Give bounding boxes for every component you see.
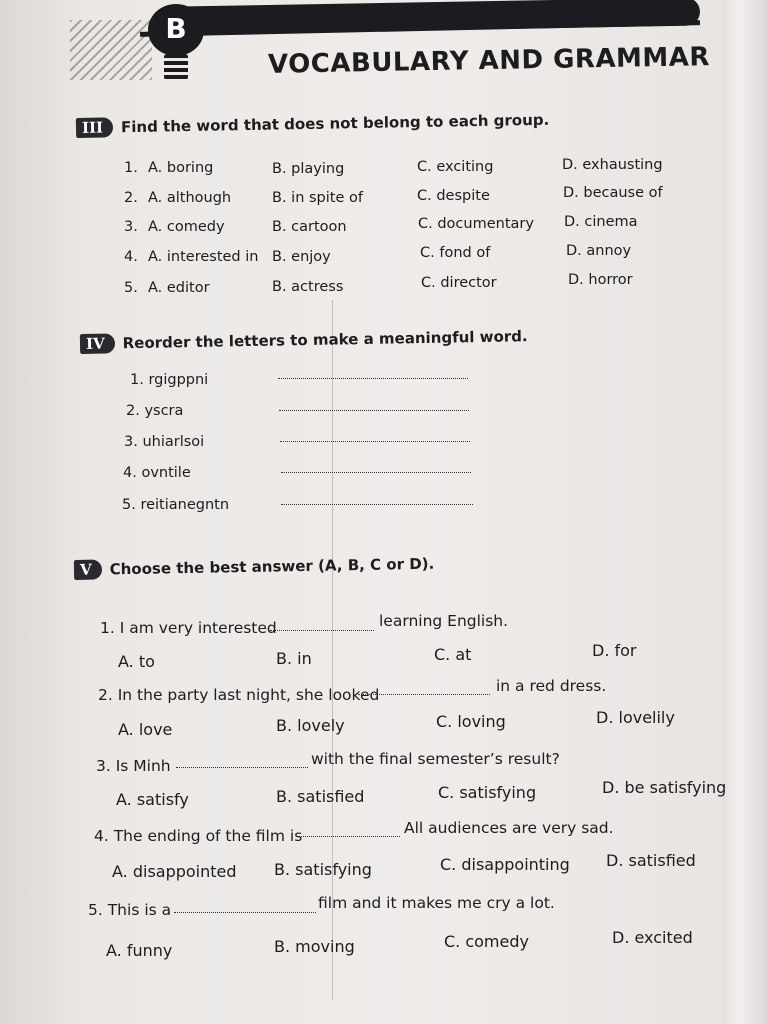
option-d: D. cinema bbox=[564, 214, 638, 230]
option-d: D. be satisfying bbox=[602, 778, 727, 797]
option-a: A. love bbox=[118, 720, 173, 739]
exercise-4-heading bbox=[80, 326, 528, 354]
page-edge-shadow bbox=[722, 0, 768, 1024]
scrambled-word: 1. rgigppni bbox=[130, 372, 209, 388]
option-d: D. exhausting bbox=[562, 157, 663, 173]
option-c: C. satisfying bbox=[438, 783, 537, 802]
answer-blank[interactable] bbox=[298, 836, 400, 837]
scrambled-word: 5. reitianegntn bbox=[122, 497, 230, 513]
question-text-end: learning English. bbox=[379, 612, 509, 630]
item-number: 4. bbox=[124, 249, 138, 265]
exercise-5-heading bbox=[74, 554, 435, 580]
option-d: D. horror bbox=[568, 272, 633, 288]
option-c: C. director bbox=[421, 275, 497, 291]
answer-blank[interactable] bbox=[176, 767, 308, 768]
option-a: A. although bbox=[148, 190, 232, 206]
question-text: 4. The ending of the film is bbox=[94, 827, 303, 845]
option-b: B. playing bbox=[272, 161, 345, 177]
option-d: D. because of bbox=[563, 185, 663, 201]
option-a: A. editor bbox=[148, 280, 210, 296]
option-d: D. lovelily bbox=[596, 708, 675, 727]
exercise-3-heading bbox=[76, 110, 550, 138]
option-d: D. satisfied bbox=[606, 851, 696, 870]
option-c: C. despite bbox=[417, 188, 490, 204]
section-title: VOCABULARY AND GRAMMAR bbox=[267, 42, 711, 80]
exercise-4-instruction: Reorder the letters to make a meaningful word. bbox=[122, 327, 528, 353]
answer-blank[interactable] bbox=[281, 472, 471, 473]
option-a: A. satisfy bbox=[116, 790, 189, 809]
item-number: 2. bbox=[124, 190, 138, 206]
option-a: A. disappointed bbox=[112, 862, 237, 881]
option-c: C. documentary bbox=[418, 216, 534, 232]
option-c: C. disappointing bbox=[440, 855, 570, 874]
option-b: B. in bbox=[276, 649, 312, 668]
question-text-end: All audiences are very sad. bbox=[404, 819, 614, 837]
answer-blank[interactable] bbox=[270, 630, 374, 631]
option-d: D. annoy bbox=[566, 243, 632, 259]
section-letter: B bbox=[165, 12, 187, 45]
option-b: B. satisfying bbox=[274, 860, 372, 879]
exercise-5-instruction: Choose the best answer (A, B, C or D). bbox=[109, 554, 435, 579]
answer-blank[interactable] bbox=[279, 410, 469, 411]
section-header bbox=[70, 0, 710, 100]
question-text-end: in a red dress. bbox=[496, 677, 607, 695]
option-b: B. enjoy bbox=[272, 249, 331, 265]
option-c: C. exciting bbox=[417, 159, 494, 175]
option-a: A. boring bbox=[148, 160, 214, 176]
option-a: A. funny bbox=[106, 941, 173, 960]
lightbulb-base bbox=[164, 54, 188, 80]
option-b: B. cartoon bbox=[272, 219, 347, 235]
header-decoration bbox=[70, 20, 152, 80]
option-a: A. to bbox=[118, 652, 155, 671]
lightbulb-icon bbox=[148, 4, 204, 56]
option-c: C. fond of bbox=[420, 245, 491, 261]
option-b: B. moving bbox=[274, 937, 355, 956]
option-c: C. loving bbox=[436, 712, 506, 731]
exercise-3-badge: III bbox=[76, 117, 113, 138]
option-a: A. interested in bbox=[148, 249, 259, 265]
scrambled-word: 3. uhiarlsoi bbox=[124, 434, 205, 450]
answer-blank[interactable] bbox=[280, 441, 470, 442]
exercise-4-badge: IV bbox=[80, 333, 115, 354]
answer-blank[interactable] bbox=[174, 912, 316, 913]
question-text: 5. This is a bbox=[88, 901, 172, 919]
question-text-end: with the final semester’s result? bbox=[311, 750, 560, 768]
answer-blank[interactable] bbox=[281, 504, 473, 505]
question-text: 2. In the party last night, she looked bbox=[98, 686, 380, 704]
question-text-end: film and it makes me cry a lot. bbox=[318, 894, 555, 912]
option-d: D. excited bbox=[612, 928, 693, 947]
item-number: 5. bbox=[124, 280, 138, 296]
question-text: 3. Is Minh bbox=[96, 757, 171, 775]
option-d: D. for bbox=[592, 641, 637, 660]
question-text: 1. I am very interested bbox=[100, 619, 277, 637]
exercise-5-badge: V bbox=[74, 560, 102, 580]
option-b: B. actress bbox=[272, 279, 344, 295]
option-b: B. satisfied bbox=[276, 787, 365, 806]
option-c: C. at bbox=[434, 645, 472, 664]
answer-blank[interactable] bbox=[278, 378, 468, 379]
scrambled-word: 2. yscra bbox=[126, 403, 184, 419]
exercise-3-instruction: Find the word that does not belong to each group. bbox=[120, 110, 550, 137]
scrambled-word: 4. ovntile bbox=[123, 465, 191, 481]
option-c: C. comedy bbox=[444, 932, 529, 951]
option-b: B. lovely bbox=[276, 716, 345, 735]
answer-blank[interactable] bbox=[358, 694, 490, 695]
item-number: 1. bbox=[124, 160, 138, 176]
item-number: 3. bbox=[124, 219, 138, 235]
option-b: B. in spite of bbox=[272, 190, 363, 206]
option-a: A. comedy bbox=[148, 219, 225, 235]
